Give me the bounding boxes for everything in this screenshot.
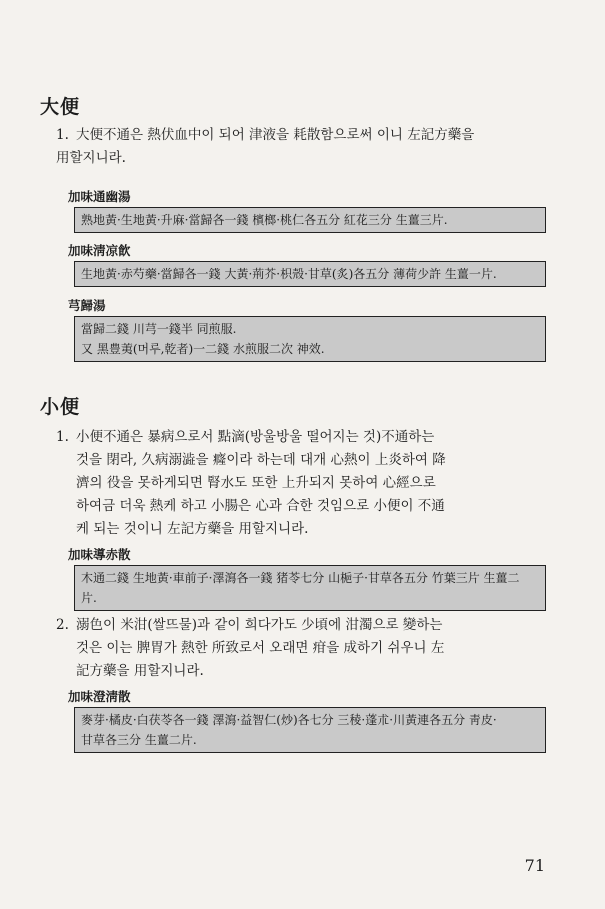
paragraph-number: 1. [56,127,69,143]
paragraph-line: 濟의 役을 못하게되면 腎水도 또한 上升되지 못하여 心經으로 [76,475,436,491]
prescription-box [74,707,546,753]
prescription-box [74,261,546,287]
paragraph-line: 것은 이는 脾胃가 熱한 所致로서 오래면 疳을 成하기 쉬우니 左 [76,640,445,656]
prescription-line: 當歸二錢 川芎一錢半 同煎服. [81,322,237,336]
prescription-name: 加味澄淸散 [68,689,131,704]
paragraph-sobyeon-1 [56,426,556,541]
paragraph-daebyeon-1 [56,124,556,170]
prescription-line: 片. [81,591,97,605]
paragraph-line: 하여금 더욱 熱케 하고 小腸은 心과 合한 것임으로 小便이 不通 [76,498,445,514]
prescription-line: 熟地黃·生地黃·升麻·當歸各一錢 檳榔·桃仁各五分 紅花三分 生薑三片. [81,213,448,227]
prescription-name: 加味淸凉飮 [68,243,131,258]
prescription-line: 麥芽·橘皮·白茯苓各一錢 澤瀉·益智仁(炒)各七分 三稜·蓬朮·川黃連各五分 靑皮· [81,713,497,727]
prescription-line: 生地黃·赤芍藥·當歸各一錢 大黃·荊芥·枳殼·甘草(炙)各五分 薄荷少許 生薑一片. [81,267,497,281]
prescription-line: 甘草各三分 生薑二片. [81,733,197,747]
prescription-box [74,565,546,611]
paragraph-line: 記方藥을 用할지니라. [76,663,204,679]
paragraph-line: 1. 大便不通은 熱伏血中이 되어 津液을 耗散함으로써 이니 左記方藥을 [56,124,556,147]
prescription-name: 加味通幽湯 [68,189,131,204]
prescription-name: 芎歸湯 [68,298,106,313]
section-title-sobyeon: 小便 [40,396,81,418]
page-number: 71 [524,856,545,875]
prescription-box [74,316,546,362]
paragraph-line: 케 되는 것이니 左記方藥을 用할지니라. [76,521,309,537]
paragraph-number: 1. [56,429,69,445]
prescription-name: 加味導赤散 [68,547,131,562]
prescription-box [74,207,546,233]
paragraph-line: 2. 溺色이 米泔(쌀뜨물)과 같이 희다가도 少頃에 泔濁으로 變하는 [56,614,556,637]
paragraph-number: 2. [56,617,69,633]
paragraph-line: 1. 小便不通은 暴病으로서 點滴(방울방울 떨어지는 것)不通하는 [56,426,556,449]
section-title-daebyeon: 大便 [40,96,81,118]
paragraph-line: 것을 閉라, 久病溺澁을 癃이라 하는데 대개 心熱이 上炎하여 降 [76,452,446,468]
paragraph-sobyeon-2 [56,614,556,683]
prescription-line: 木通二錢 生地黃·車前子·澤瀉各一錢 猪苓七分 山梔子·甘草各五分 竹葉三片 生薑二 [81,571,520,585]
prescription-line: 又 黑豊荑(머루,乾者)一二錢 水煎服二次 神效. [81,342,325,356]
paragraph-line: 用할지니라. [56,150,126,166]
